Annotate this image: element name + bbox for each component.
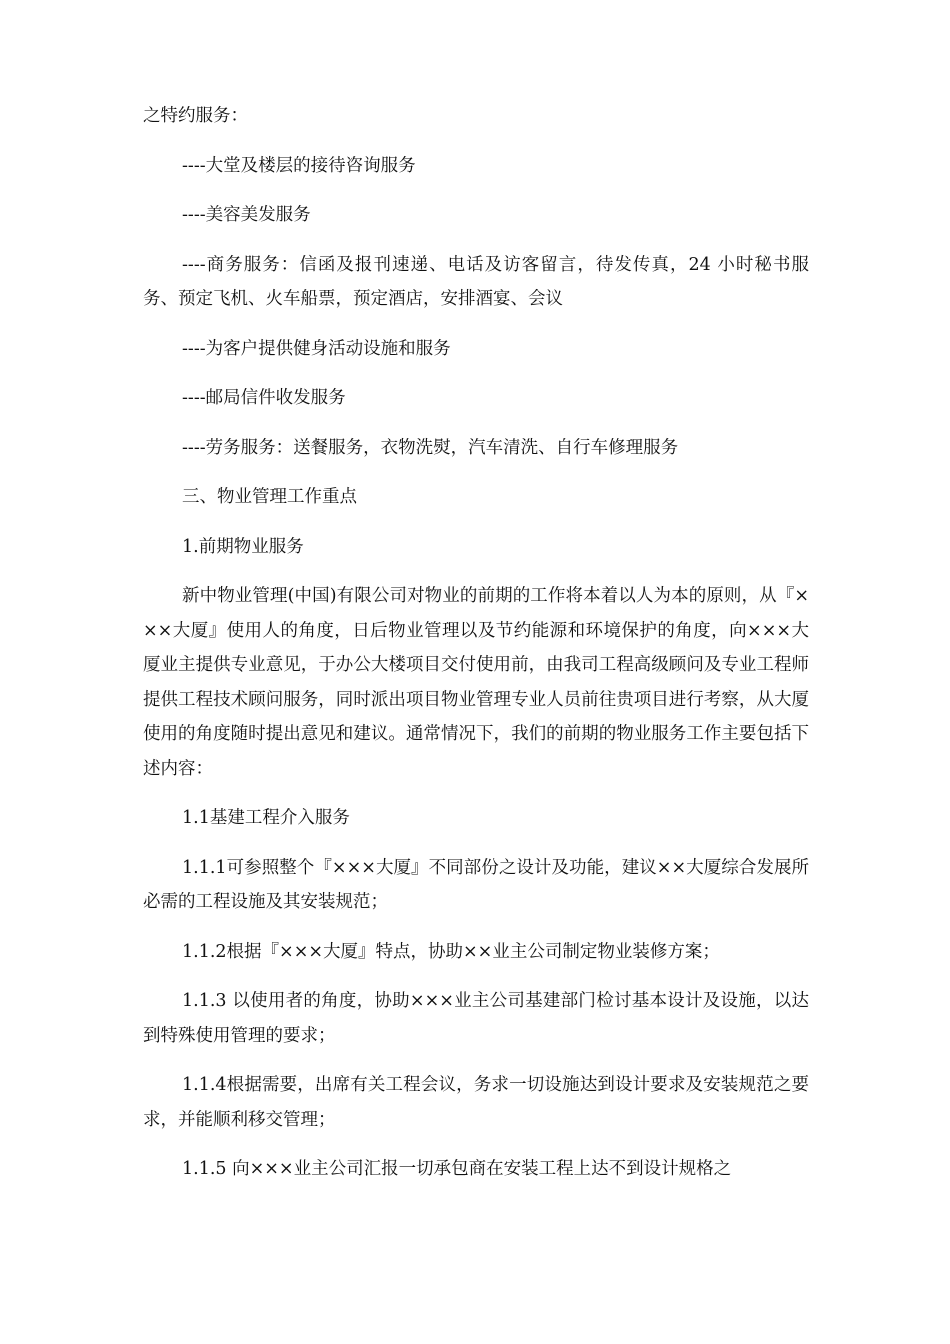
subsection-heading: 1.前期物业服务 xyxy=(182,536,304,557)
list-item-labor: ----劳务服务：送餐服务，衣物洗熨，汽车清洗、自行车修理服务 xyxy=(182,437,679,458)
item-1-1-5: 1.1.5 向×××业主公司汇报一切承包商在安装工程上达不到设计规格之 xyxy=(182,1159,732,1179)
list-item-postal: ----邮局信件收发服务 xyxy=(182,388,346,408)
list-item-beauty: ----美容美发服务 xyxy=(182,205,311,225)
item-1-1-2: 1.1.2根据『×××大厦』特点，协助××业主公司制定物业装修方案； xyxy=(182,941,720,962)
list-item-reception: ----大堂及楼层的接待咨询服务 xyxy=(182,155,416,176)
paragraph-continuation: 之特约服务： xyxy=(143,106,248,126)
list-item-business: ----商务服务：信函及报刊速递、电话及访客留言，待发传真，24 小时秘书服务、预定飞机、火车船票，预定酒店，安排酒宴、会议 xyxy=(143,254,809,309)
item-1-1-1: 1.1.1可参照整个『×××大厦』不同部份之设计及功能，建议××大厦综合发展所必需的工程设施及其安装规范； xyxy=(143,857,809,912)
paragraph-intro: 新中物业管理(中国)有限公司对物业的前期的工作将本着以人为本的原则，从『×××大厦』使用人的角度，日后物业管理以及节约能源和环境保护的角度，向×××大厦业主提供专业意见，于办公大楼项目交付使用前，由我司工程高级顾问及专业工程师提供工程技术顾问服务，同时派出项目物业管理专业人员前往贵项目进行考察，从大厦使用的角度随时提出意见和建议。通常情况下，我们的前期的物业服务工作主要包括下述内容： xyxy=(143,586,809,779)
item-1-1-4: 1.1.4根据需要，出席有关工程会议，务求一切设施达到设计要求及安装规范之要求，并能顺利移交管理； xyxy=(143,1075,809,1130)
item-1-1-3: 1.1.3 以使用者的角度，协助×××业主公司基建部门检讨基本设计及设施，以达到特殊使用管理的要求； xyxy=(143,991,809,1046)
document-body xyxy=(143,99,809,1202)
list-item-fitness: ----为客户提供健身活动设施和服务 xyxy=(182,338,451,359)
section-heading: 三、物业管理工作重点 xyxy=(182,487,357,507)
subsection-heading-1-1: 1.1基建工程介入服务 xyxy=(182,808,350,828)
